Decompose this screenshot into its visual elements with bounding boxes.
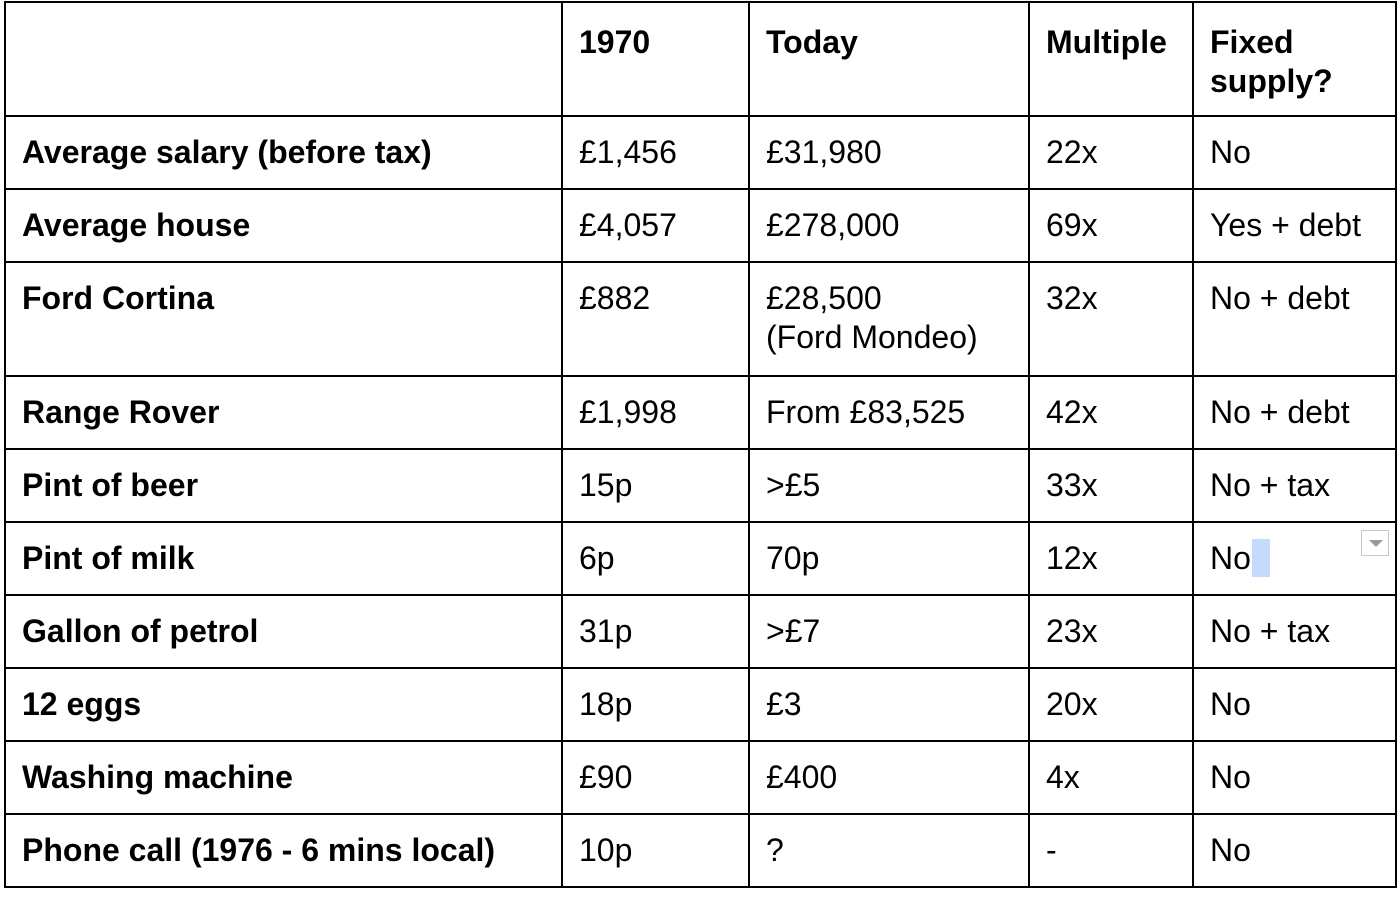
price-comparison-table — [4, 1, 1397, 888]
price-today-line: £28,500 — [766, 280, 882, 316]
item-cell[interactable]: Washing machine — [5, 741, 562, 814]
fixed-supply-cell[interactable]: No + debt — [1193, 376, 1396, 449]
header-cell-1970[interactable]: 1970 — [562, 2, 749, 116]
price-1970-cell[interactable]: £90 — [562, 741, 749, 814]
multiple-cell[interactable]: 42x — [1029, 376, 1193, 449]
fixed-supply-cell[interactable]: No — [1193, 116, 1396, 189]
header-cell-multiple[interactable]: Multiple — [1029, 2, 1193, 116]
price-today-cell[interactable]: From £83,525 — [749, 376, 1029, 449]
price-today-cell[interactable]: >£7 — [749, 595, 1029, 668]
price-1970-cell[interactable]: £1,998 — [562, 376, 749, 449]
price-1970-cell[interactable]: 18p — [562, 668, 749, 741]
multiple-cell[interactable]: 69x — [1029, 189, 1193, 262]
fixed-supply-cell[interactable]: No — [1193, 814, 1396, 887]
table-row — [5, 814, 1396, 887]
item-cell[interactable]: Phone call (1976 - 6 mins local) — [5, 814, 562, 887]
price-today-cell[interactable]: £400 — [749, 741, 1029, 814]
table-row — [5, 376, 1396, 449]
multiple-cell[interactable]: 22x — [1029, 116, 1193, 189]
table-row — [5, 189, 1396, 262]
price-1970-cell[interactable]: 10p — [562, 814, 749, 887]
table-row — [5, 449, 1396, 522]
fixed-supply-cell-active[interactable] — [1193, 522, 1396, 595]
table-row — [5, 595, 1396, 668]
price-today-cell[interactable]: £278,000 — [749, 189, 1029, 262]
header-row — [5, 2, 1396, 116]
item-cell[interactable]: Ford Cortina — [5, 262, 562, 376]
fixed-supply-value: No — [1210, 540, 1251, 576]
price-today-cell[interactable] — [749, 262, 1029, 376]
fixed-supply-cell[interactable]: No + debt — [1193, 262, 1396, 376]
item-cell[interactable]: Gallon of petrol — [5, 595, 562, 668]
fixed-supply-cell[interactable]: Yes + debt — [1193, 189, 1396, 262]
multiple-cell[interactable]: 20x — [1029, 668, 1193, 741]
table-row — [5, 262, 1396, 376]
price-1970-cell[interactable]: 31p — [562, 595, 749, 668]
table-row — [5, 116, 1396, 189]
price-1970-cell[interactable]: 15p — [562, 449, 749, 522]
multiple-cell[interactable]: 23x — [1029, 595, 1193, 668]
price-today-note: (Ford Mondeo) — [766, 319, 978, 355]
item-cell[interactable]: Pint of milk — [5, 522, 562, 595]
item-cell[interactable]: Average house — [5, 189, 562, 262]
fixed-supply-cell[interactable]: No — [1193, 741, 1396, 814]
price-today-cell[interactable]: >£5 — [749, 449, 1029, 522]
price-1970-cell[interactable]: £4,057 — [562, 189, 749, 262]
multiple-cell[interactable]: 33x — [1029, 449, 1193, 522]
item-cell[interactable]: Range Rover — [5, 376, 562, 449]
multiple-cell[interactable]: 12x — [1029, 522, 1193, 595]
item-cell[interactable]: Pint of beer — [5, 449, 562, 522]
table-row — [5, 522, 1396, 595]
fixed-supply-cell[interactable]: No — [1193, 668, 1396, 741]
price-today-cell[interactable]: 70p — [749, 522, 1029, 595]
text-selection-highlight — [1252, 539, 1270, 577]
header-cell-blank[interactable] — [5, 2, 562, 116]
table-row — [5, 741, 1396, 814]
table-row — [5, 668, 1396, 741]
fixed-supply-cell[interactable]: No + tax — [1193, 595, 1396, 668]
fixed-supply-cell[interactable]: No + tax — [1193, 449, 1396, 522]
multiple-cell[interactable]: - — [1029, 814, 1193, 887]
multiple-cell[interactable]: 32x — [1029, 262, 1193, 376]
header-cell-today[interactable]: Today — [749, 2, 1029, 116]
header-cell-fixed-supply[interactable]: Fixed supply? — [1193, 2, 1396, 116]
multiple-cell[interactable]: 4x — [1029, 741, 1193, 814]
item-cell[interactable]: 12 eggs — [5, 668, 562, 741]
price-1970-cell[interactable]: 6p — [562, 522, 749, 595]
price-1970-cell[interactable]: £1,456 — [562, 116, 749, 189]
price-today-cell[interactable]: ? — [749, 814, 1029, 887]
price-today-cell[interactable]: £3 — [749, 668, 1029, 741]
chevron-down-icon[interactable] — [1361, 530, 1389, 556]
price-1970-cell[interactable]: £882 — [562, 262, 749, 376]
price-today-cell[interactable]: £31,980 — [749, 116, 1029, 189]
item-cell[interactable]: Average salary (before tax) — [5, 116, 562, 189]
